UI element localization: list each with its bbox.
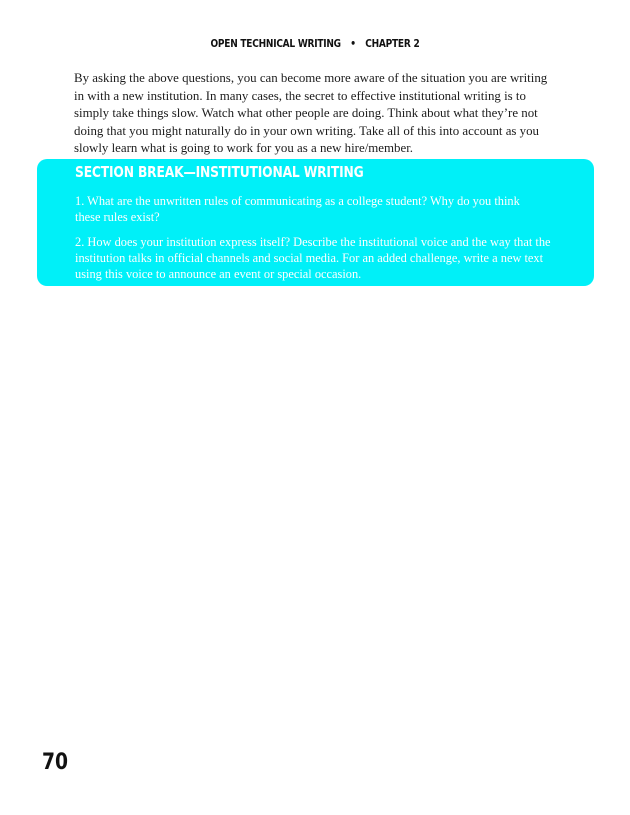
header-separator: •	[350, 37, 356, 50]
page-number: 70	[42, 750, 69, 775]
book-title: OPEN TECHNICAL WRITING	[210, 37, 341, 50]
section-break-title: SECTION BREAK—INSTITUTIONAL WRITING	[75, 163, 364, 181]
body-paragraph: By asking the above questions, you can become more aware of the situation you are writing in with a new institution. In many cases, the secret to effective institutional writing is to simply take things slow. Watch what other people are doing. Think about what they’re not doing that you might naturally do in your own writing. Take all of this into account as you slowly learn what is going to work for you as a new hire/member.	[74, 71, 548, 155]
section-break-box	[37, 159, 594, 286]
section-question-2: 2. How does your institution express itself? Describe the institutional voice and the way that the institution talks in official channels and social media. For an added challenge, write a new text using this voice to announce an event or special occasion.	[75, 235, 551, 281]
section-question-1: 1. What are the unwritten rules of communicating as a college student? Why do you think these rules exist?	[75, 194, 520, 224]
running-header	[57, 37, 574, 50]
chapter-label: CHAPTER 2	[365, 37, 420, 50]
